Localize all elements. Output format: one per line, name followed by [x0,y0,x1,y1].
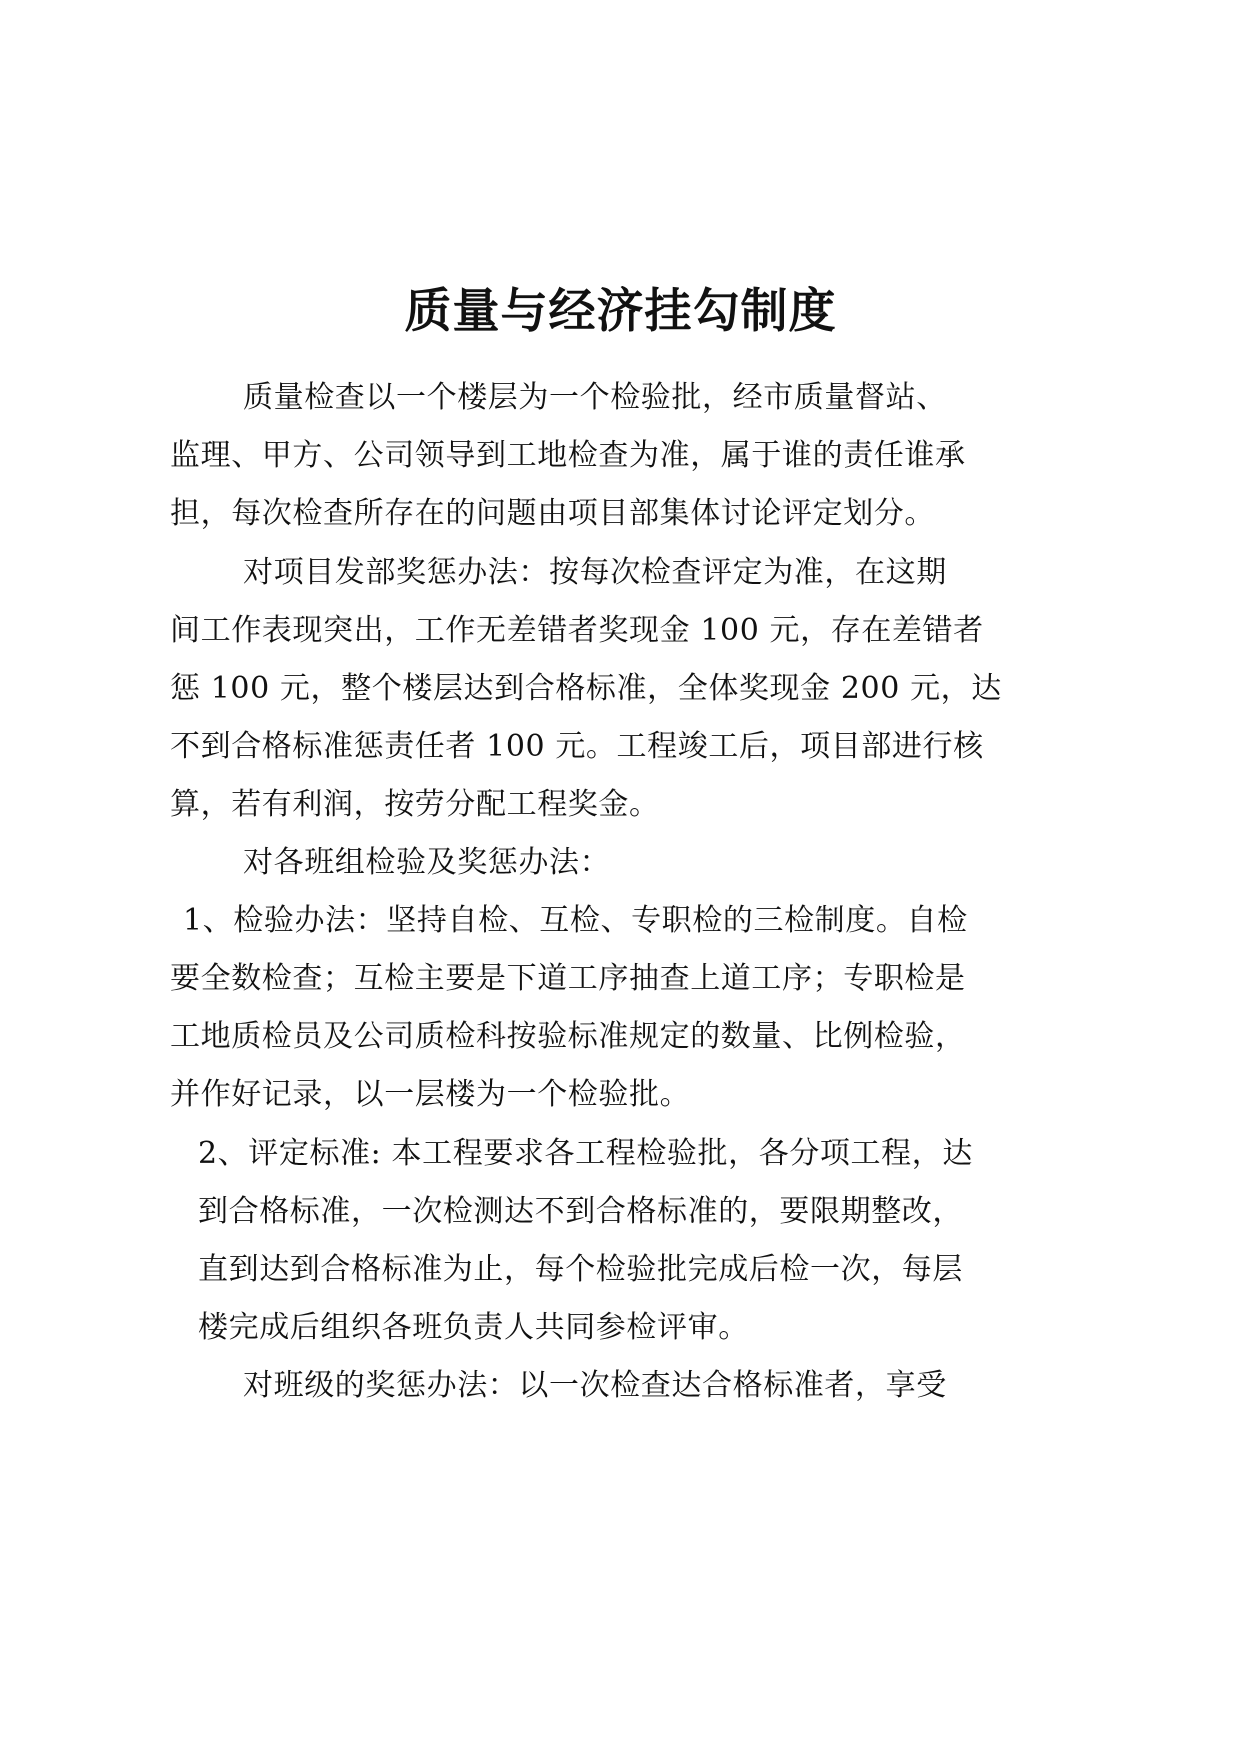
paragraph-line: 并作好记录，以一层楼为一个检验批。 [170,1077,691,1112]
paragraph-line: 对项目发部奖惩办法：按每次检查评定为准，在这期 [243,555,947,590]
paragraph-line: 1、检验办法：坚持自检、互检、专职检的三检制度。自检 [183,903,968,938]
paragraph-line: 监理、甲方、公司领导到工地检查为准，属于谁的责任谁承 [170,438,966,473]
paragraph-line: 对各班组检验及奖惩办法： [243,845,611,880]
paragraph-line: 2、评定标准: 本工程要求各工程检验批，各分项工程，达 [198,1136,973,1171]
paragraph-line: 楼完成后组织各班负责人共同参检评审。 [198,1310,749,1345]
paragraph-line: 直到达到合格标准为止，每个检验批完成后检一次，每层 [198,1252,963,1287]
paragraph-line: 工地质检员及公司质检科按验标准规定的数量、比例检验， [170,1019,966,1054]
paragraph-line: 要全数检查；互检主要是下道工序抽查上道工序；专职检是 [170,961,966,996]
paragraph-line: 担，每次检查所存在的问题由项目部集体讨论评定划分。 [170,496,935,531]
paragraph-line: 惩 100 元，整个楼层达到合格标准，全体奖现金 200 元，达 [170,671,1002,706]
paragraph-line: 质量检查以一个楼层为一个检验批，经市质量督站、 [243,380,947,415]
paragraph-line: 不到合格标准惩责任者 100 元。工程竣工后，项目部进行核 [170,729,984,764]
paragraph-line: 间工作表现突出，工作无差错者奖现金 100 元，存在差错者 [170,613,984,648]
paragraph-line: 到合格标准，一次检测达不到合格标准的，要限期整改， [198,1194,963,1229]
paragraph-line: 算，若有利润，按劳分配工程奖金。 [170,787,660,822]
paragraph-line: 对班级的奖惩办法：以一次检查达合格标准者，享受 [243,1368,947,1403]
document-title: 质量与经济挂勾制度 [404,284,837,339]
